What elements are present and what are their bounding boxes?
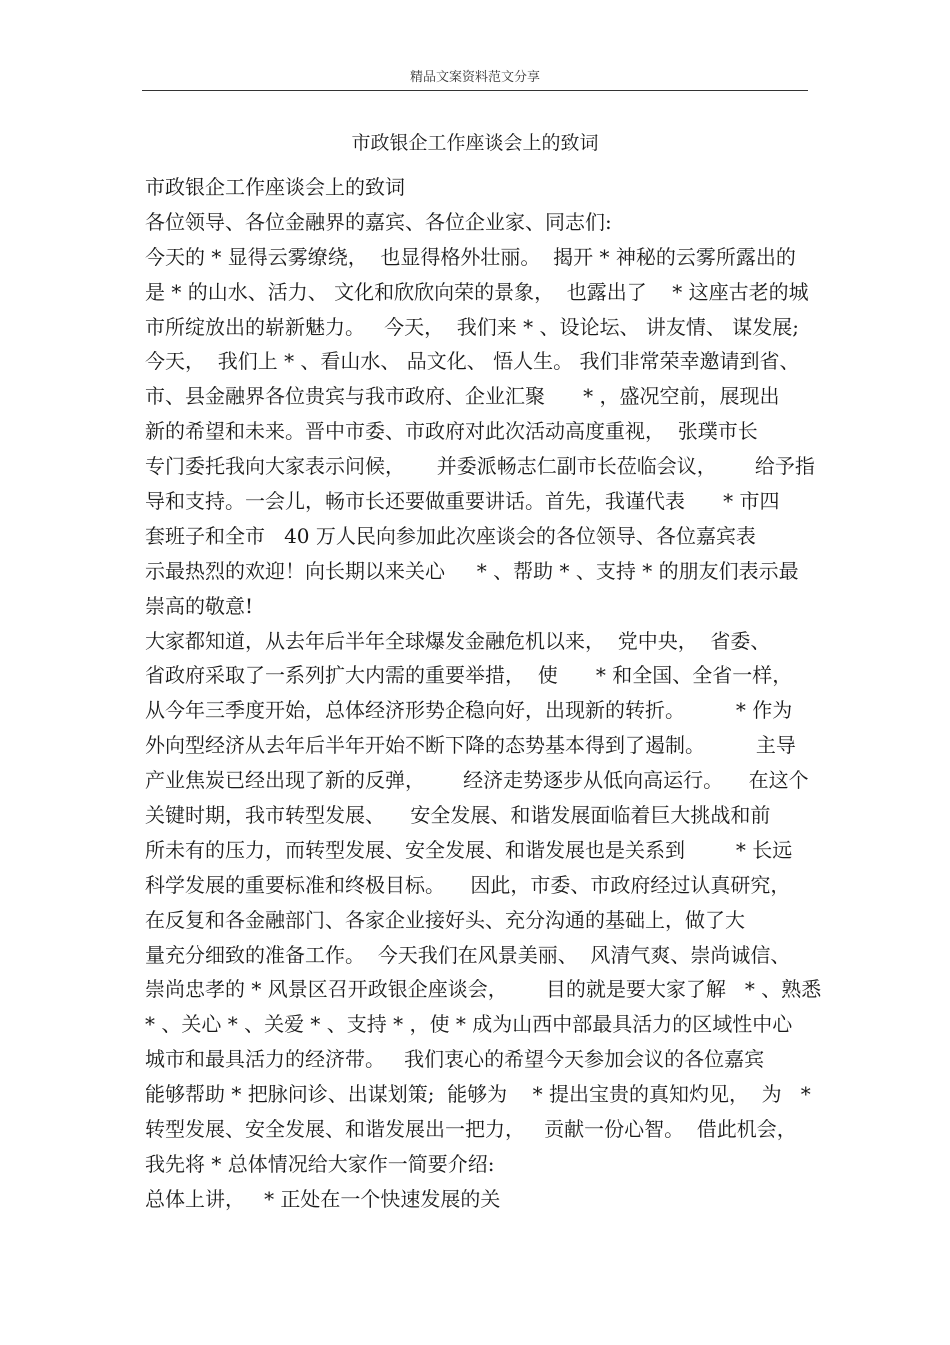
text-line: 崇高的敬意! <box>145 593 254 618</box>
text-line: 各位领导、各位金融界的嘉宾、各位企业家、同志们: <box>145 209 612 234</box>
text-line: 示最热烈的欢迎！向长期以来关心 * 、帮助 * 、支持 * 的朋友们表示最 <box>145 558 799 583</box>
text-line: 大家都知道，从去年后半年全球爆发金融危机以来， 党中央， 省委、 <box>145 628 771 653</box>
text-line: 所未有的压力，而转型发展、安全发展、和谐发展也是关系到 * 长远 <box>145 837 793 862</box>
text-line: 今天， 我们上 * 、看山水、 品文化、 悟人生。 我们非常荣幸邀请到省、 <box>145 349 800 374</box>
text-line: 市所绽放出的崭新魅力。 今天， 我们来 * 、设论坛、 讲友情、 谋发展; <box>145 314 799 339</box>
text-line: 量充分细致的准备工作。 今天我们在风景美丽、 风清气爽、崇尚诚信、 <box>145 942 791 967</box>
header-divider <box>142 90 808 91</box>
text-line: 产业焦炭已经出现了新的反弹， 经济走势逐步从低向高运行。 在这个 <box>145 768 809 793</box>
text-line: 省政府采取了一系列扩大内需的重要举措， 使 * 和全国、全省一样， <box>145 663 793 688</box>
text-line: 崇尚忠孝的 * 风景区召开政银企座谈会， 目的就是要大家了解 * 、熟悉 <box>145 977 822 1002</box>
text-line: 关键时期，我市转型发展、 安全发展、和谐发展面临着巨大挑战和前 <box>145 803 771 828</box>
text-line: 总体上讲， * 正处在一个快速发展的关 <box>145 1186 501 1211</box>
document-body <box>145 170 825 1217</box>
text-line: 在反复和各金融部门、各家企业接好头、充分沟通的基础上，做了大 <box>145 907 745 932</box>
text-line: 新的希望和未来。晋中市委、市政府对此次活动高度重视， 张璞市长 <box>145 419 758 444</box>
text-line: 市政银企工作座谈会上的致词 <box>145 175 405 199</box>
text-line: 专门委托我向大家表示问候， 并委派畅志仁副市长莅临会议， 给予指 <box>145 454 815 479</box>
text-line: 我先将 * 总体情况给大家作一简要介绍: <box>145 1151 495 1176</box>
text-line: 导和支持。一会儿，畅市长还要做重要讲话。首先，我谨代表 * 市四 <box>145 489 780 514</box>
text-line: 城市和最具活力的经济带。 我们衷心的希望今天参加会议的各位嘉宾 <box>145 1047 765 1072</box>
text-line: 套班子和全市 40 万人民向参加此次座谈会的各位领导、各位嘉宾表 <box>145 523 756 548</box>
text-line: * 、关心 * 、关爱 * 、支持 * ，使 * 成为山西中部最具活力的区域性中心 <box>145 1012 793 1037</box>
text-line: 今天的 * 显得云雾缭绕， 也显得格外壮丽。 揭开 * 神秘的云雾所露出的 <box>145 244 796 269</box>
text-line: 科学发展的重要标准和终极目标。 因此，市委、市政府经过认真研究， <box>145 872 791 897</box>
text-line: 外向型经济从去年后半年开始不断下降的态势基本得到了遏制。 主导 <box>145 733 796 758</box>
text-line: 市、县金融界各位贵宾与我市政府、企业汇聚 * ，盛况空前，展现出 <box>145 384 780 409</box>
page-header: 精品文案资料范文分享 <box>409 70 540 85</box>
text-line: 转型发展、安全发展、和谐发展出一把力， 贡献一份心智。 借此机会， <box>145 1117 797 1142</box>
text-line: 能够帮助 * 把脉问诊、出谋划策; 能够为 * 提出宝贵的真知灼见， 为 * <box>145 1082 811 1107</box>
document-title: 市政银企工作座谈会上的致词 <box>351 132 599 154</box>
text-line: 从今年三季度开始，总体经济形势企稳向好，出现新的转折。 * 作为 <box>145 698 793 723</box>
text-line: 是 * 的山水、活力、 文化和欣欣向荣的景象， 也露出了 * 这座古老的城 <box>145 279 809 304</box>
